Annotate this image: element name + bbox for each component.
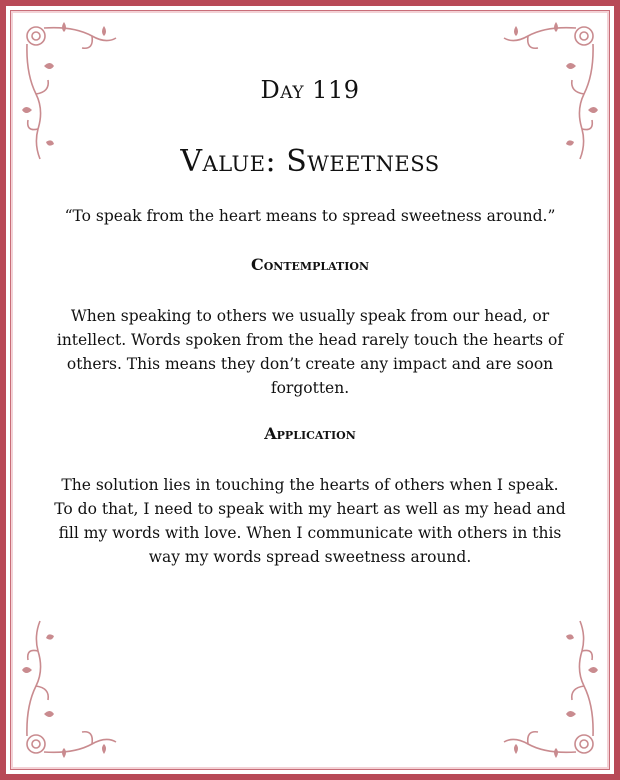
section-body-application: The solution lies in touching the hearts of others when I speak. To do that, I need to speak with my heart as well as my head and fill my words with love. When I communicate with others in this way my words spread sweetness around. xyxy=(54,476,566,566)
quote: “To speak from the heart means to spread sweetness around.” xyxy=(64,207,556,225)
corner-ornament-icon xyxy=(496,616,606,766)
page-content xyxy=(46,76,574,593)
day-label: Day 119 xyxy=(260,76,360,104)
corner-ornament-icon xyxy=(14,616,124,766)
section-body-contemplation: When speaking to others we usually speak from our head, or intellect. Words spoken from the head rarely touch the hearts of others. This means they don’t create any impact and are soon forgotten. xyxy=(56,307,564,397)
page-title: Value: Sweetness xyxy=(180,144,440,179)
section-heading-application: Application xyxy=(264,424,356,443)
section-heading-contemplation: Contemplation xyxy=(250,255,370,274)
